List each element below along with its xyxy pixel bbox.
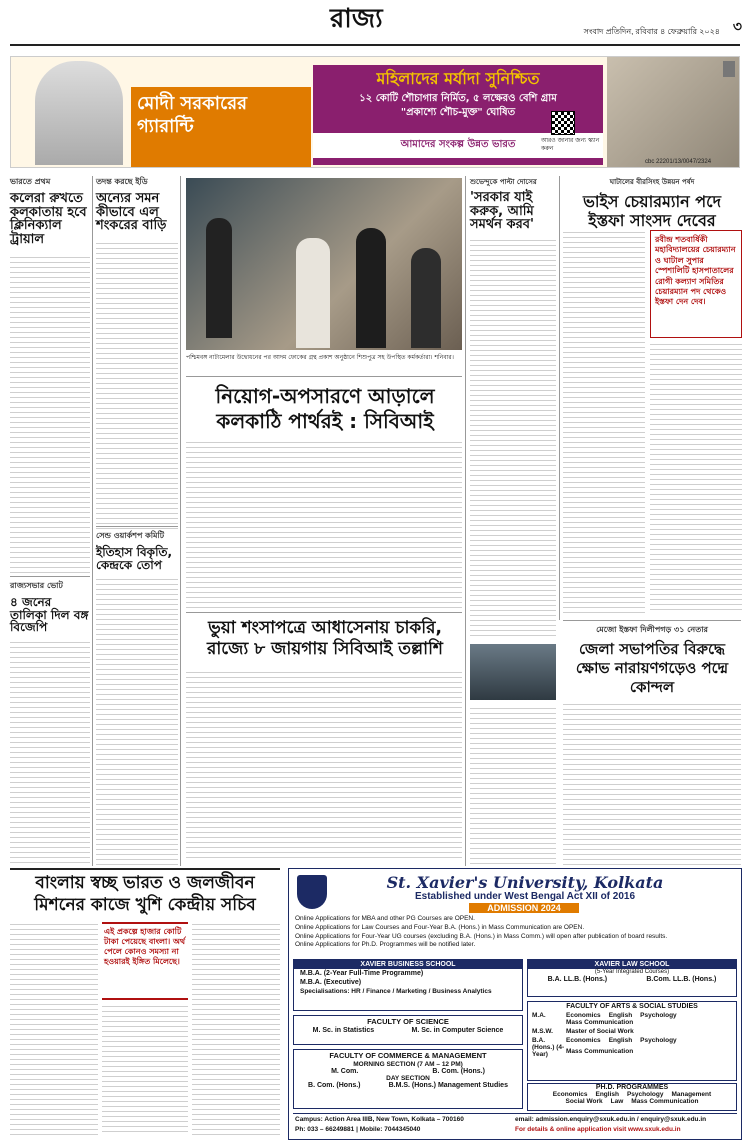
subject-item: English — [595, 1091, 619, 1098]
portrait-photo — [470, 644, 556, 700]
guarantee-text: মোদী সরকারের গ্যারান্টি — [137, 93, 248, 137]
subject-item: English — [608, 1012, 633, 1019]
article-headline: ৪ জনের তালিকা দিল বঙ্গ বিজেপি — [10, 595, 89, 635]
sxu-name: St. Xavier's University, Kolkata — [386, 873, 664, 892]
arts-panel — [527, 1001, 737, 1081]
page-number: ৩ — [732, 19, 742, 35]
subject-item: Law — [610, 1098, 624, 1105]
admission-badge: ADMISSION 2024 — [469, 903, 579, 913]
specialisation-text: Specialisations: HR / Finance / Marketing / Business Analytics — [300, 988, 492, 995]
guarantee-panel — [131, 87, 311, 167]
course-item: M. Sc. in Statistics — [312, 1027, 375, 1034]
article-headline: বাংলায় স্বচ্ছ ভারত ও জলজীবন মিশনের কাজে খুশি কেন্দ্রীয় সচিব — [34, 873, 256, 916]
notice-item: Online Applications for MBA and other PG Courses are OPEN. — [295, 915, 475, 922]
subject-item: Economics — [566, 1012, 601, 1019]
subject-item: Psychology — [640, 1012, 677, 1019]
article-headline: জেলা সভাপতির বিরুদ্ধে ক্ষোভ নারায়ণগড়েও পদ্মে কোন্দল — [575, 640, 729, 696]
phone-number: Ph: 033 – 66249881 | Mobile: 7044345040 — [295, 1126, 421, 1133]
subject-item: Mass Communication — [566, 1047, 634, 1055]
panel-subtitle: (5-Year Integrated Courses) — [594, 969, 670, 975]
crest-icon — [297, 875, 327, 909]
phd-panel — [527, 1083, 737, 1111]
commerce-panel — [293, 1049, 523, 1109]
contact-footer — [293, 1113, 737, 1137]
subject-item: Psychology — [626, 1091, 664, 1098]
contact-email[interactable]: email: admission.enquiry@sxuk.edu.in / enquiry@sxuk.edu.in — [515, 1116, 707, 1123]
drama-event-photo — [186, 178, 462, 350]
program-label: M.S.W. — [532, 1028, 553, 1035]
notice-list — [295, 915, 735, 950]
course-item: B. Com. (Hons.) — [308, 1082, 361, 1089]
course-item: B.M.S. (Hons.) Management Studies — [388, 1082, 508, 1089]
pull-quote-text: এই প্রকল্পে হাজার কোটি টাকা পেয়েছে বাংলা। অর্থ পেলে কোনও সমস্যা না হওয়ারই ইঙ্গিত মিলেছে। — [104, 927, 186, 966]
notice-item: Online Applications for Ph.D. Programmes will be notified later. — [295, 941, 476, 949]
notice-item: Online Applications for Law Courses and Four-Year B.A. (Hons.) in Mass Communication are OPEN. — [295, 923, 585, 931]
subject-item: Economics — [552, 1091, 588, 1098]
section-title: রাজ্য — [330, 4, 383, 34]
course-item: B. Com. (Hons.) — [432, 1068, 485, 1075]
fake-cert-headline: ভুয়া শংসাপত্রে আধাসেনায় চাকরি, রাজ্যে ৮ জায়গায় সিবিআই তল্লাশি — [207, 618, 443, 660]
subject-item: Mass Communication — [631, 1098, 699, 1105]
sxu-header — [289, 869, 741, 913]
panel-title: FACULTY OF ARTS & SOCIAL STUDIES — [566, 1003, 698, 1010]
ad-slogan: আমাদের সংকল্প উন্নত ভারত — [313, 133, 603, 158]
notice-item: Online Applications for Four-Year UG courses (excluding B.A. (Hons.) in Mass Comm.) will open after publication of board results. — [295, 932, 668, 940]
section-label: MORNING SECTION (7 AM – 12 PM) — [353, 1061, 463, 1068]
article-cholera — [10, 176, 90, 571]
sxu-admission-ad — [288, 868, 742, 1140]
section-label: DAY SECTION — [386, 1075, 430, 1082]
emblem-icon — [723, 61, 735, 77]
article-headline: ইতিহাস বিকৃতি, কেন্দ্রকে তোপ — [96, 545, 173, 572]
panel-title: FACULTY OF SCIENCE — [367, 1017, 449, 1026]
article-headline: অন্যের সমন কীভাবে এল শংকরের বাড়ি — [96, 191, 167, 234]
subject-item: Psychology — [640, 1037, 677, 1044]
course-item: M. Com. — [331, 1068, 359, 1075]
campus-address: Campus: Action Area IIIB, New Town, Kolkata – 700160 — [295, 1116, 464, 1123]
panel-title: FACULTY OF COMMERCE & MANAGEMENT — [329, 1051, 487, 1060]
article-headline: কলেরা রুখতে কলকাতায় হবে ক্লিনিক্যাল ট্রায়াল — [10, 191, 87, 247]
article-suvendu — [470, 176, 556, 866]
business-school-panel — [293, 959, 523, 1011]
program-label: B.A. (Hons.) (4-Year) — [532, 1037, 565, 1058]
subject-item: Economics — [566, 1037, 601, 1044]
highlight-text: রবীন্দ্র শতবার্ষিকী মহাবিদ্যালয়ের চেয়ারম্যান ও ঘাটাল সুপার স্পেশালিটি হাসপাতালের রোগী কল্যাণ সমিতির চেয়ারম্যান পদ থেকেও ইস্তফা দেন দেব। — [655, 235, 736, 307]
article-kicker: মেজো ইস্তফা দিলীপগড় ৩১ নেতার — [596, 625, 708, 634]
website-link[interactable]: For details & online application visit www.sxuk.edu.in — [515, 1126, 681, 1133]
program-value: Master of Social Work — [566, 1028, 634, 1035]
course-item: M.B.A. (2-Year Full-Time Programme) — [300, 970, 424, 977]
dateline: সংবাদ প্রতিদিন, রবিবার ৪ ফেব্রুয়ারি ২০২৪ — [583, 27, 720, 36]
subject-item: Mass Communication — [566, 1019, 634, 1026]
panel-title: PH.D. PROGRAMMES — [595, 1084, 669, 1091]
photo-caption: পশ্চিমবঙ্গ নাট্যমেলার উদ্বোধনের পর আদম ফোকের গ্রন্থ প্রকাশ অনুষ্ঠানে শিশুপুত্র সহ উপস্থিত কর্মকর্তারা। শনিবার। — [186, 354, 454, 361]
law-school-panel — [527, 959, 737, 997]
toilet-photo — [607, 57, 740, 168]
article-swachh-bharat — [10, 872, 280, 1140]
article-kicker: তদন্ত করছে ইডি — [96, 177, 148, 186]
course-item: B.Com. LL.B. (Hons.) — [646, 976, 717, 983]
subject-item: Social Work — [565, 1098, 603, 1105]
ad-headline: মহিলাদের মর্যাদা সুনিশ্চিত — [376, 69, 540, 88]
course-item: M. Sc. in Computer Science — [411, 1027, 504, 1034]
subject-item: English — [608, 1037, 633, 1044]
course-item: M.B.A. (Executive) — [300, 979, 362, 986]
article-shankar — [96, 176, 178, 526]
subject-item: Management — [671, 1091, 712, 1098]
article-kicker: রাজ্যসভার ভোট — [10, 581, 63, 590]
science-panel — [293, 1015, 523, 1045]
page-header — [0, 0, 750, 44]
article-kicker: শুভেন্দুকে পাল্টা দোসের — [470, 178, 537, 186]
govt-ad-banner — [10, 56, 740, 168]
ad-subline: ১২ কোটি শৌচাগার নির্মিত, ৫ লক্ষেরও বেশি গ্রাম — [359, 92, 557, 104]
ad-code: cbc 22201/13/0047/2324 — [645, 159, 712, 165]
article-headline: ভাইস চেয়ারম্যান পদে ইস্তফা সাংসদ দেবের — [583, 192, 721, 231]
article-narayangarh — [563, 624, 741, 864]
article-kicker: ভারতে প্রথম — [10, 177, 51, 186]
dev-highlight-box — [650, 230, 742, 338]
qr-code — [551, 111, 575, 135]
pull-quote — [102, 922, 188, 1000]
article-bjp-list — [10, 580, 90, 862]
article-headline: 'সরকার যাই করুক, আমি সমর্থন করব' — [470, 190, 534, 233]
panel-title: XAVIER BUSINESS SCHOOL — [294, 960, 522, 969]
sxu-established: Established under West Bengal Act XII of 2016 — [414, 891, 636, 902]
course-item: B.A. LL.B. (Hons.) — [547, 976, 608, 983]
cbi-headline: নিয়োগ-অপসারণে আড়ালে কলকাঠি পার্থরই : সিবিআই — [215, 384, 435, 433]
program-label: M.A. — [532, 1012, 546, 1019]
ad-subline-2: "প্রকাশ্যে শৌচ-মুক্ত" ঘোষিত — [400, 107, 516, 119]
qr-caption: আরও জানার জন্য স্ক্যান করুন — [541, 137, 600, 153]
article-kicker: ঘাটালের বীরসিংহ উন্নয়ন পর্ষদ — [609, 178, 695, 186]
article-kicker: সেন্ড ওয়ার্কশপ কমিটি — [96, 531, 165, 540]
article-history — [96, 530, 178, 865]
panel-title: XAVIER LAW SCHOOL — [528, 960, 736, 969]
modi-portrait — [35, 61, 123, 165]
